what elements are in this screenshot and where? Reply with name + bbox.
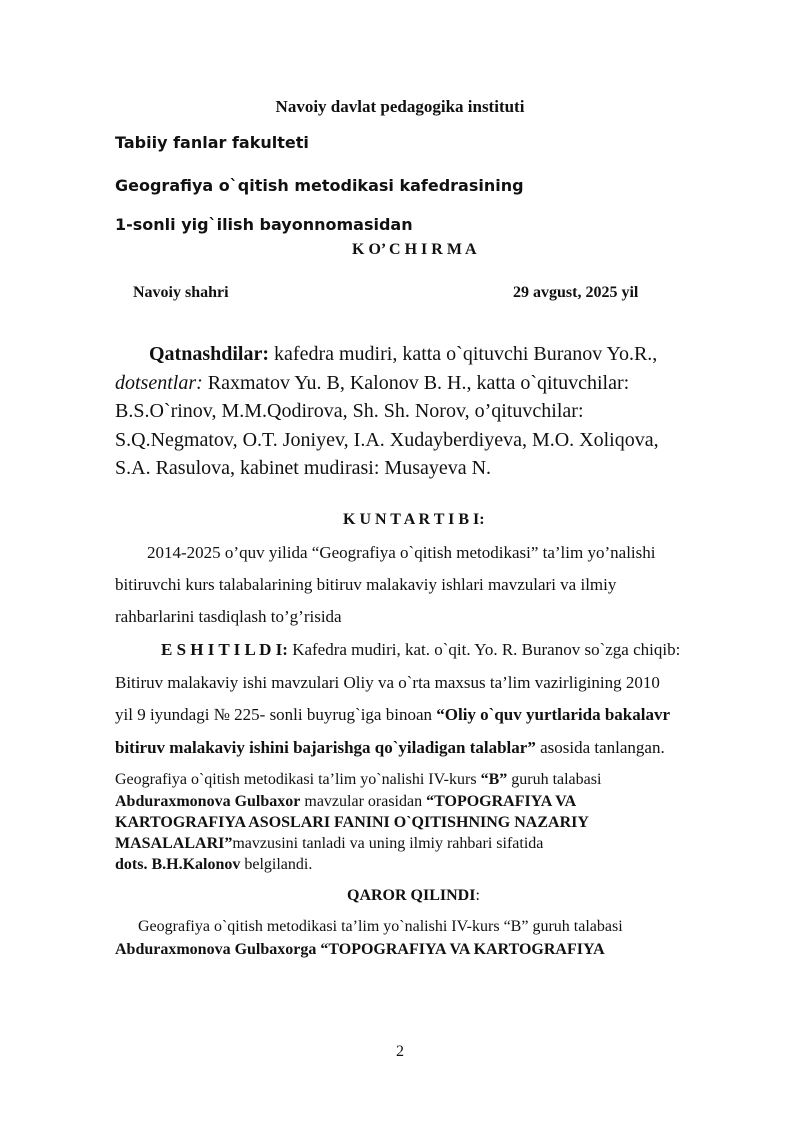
city: Navoiy shahri <box>133 284 229 301</box>
date: 29 avgust, 2025 yil <box>513 284 639 301</box>
attendees-line-2: dotsentlar: Raxmatov Yu. B, Kalonov B. H., katta o`qituvchilar: <box>115 372 630 394</box>
page-number: 2 <box>396 1043 404 1060</box>
heard-label: E S H I T I L D I: <box>161 640 288 659</box>
decision-title: QAROR QILINDI: <box>347 887 480 904</box>
heard-line-1: E S H I T I L D I: Kafedra mudiri, kat. o`qit. Yo. R. Buranov so`zga chiqib: <box>161 640 681 659</box>
student-line-2: Abduraxmonova Gulbaxor mavzular orasidan “TOPOGRAFIYA VA <box>115 793 577 810</box>
attendees-label: Qatnashdilar: <box>149 343 270 365</box>
student-line-3: KARTOGRAFIYA ASOSLARI FANINI O`QITISHNING NAZARIY <box>115 814 589 831</box>
department-name: Geografiya o`qitish metodikasi kafedrasining <box>115 176 524 195</box>
student-name: Abduraxmonova Gulbaxor <box>115 793 301 810</box>
agenda-title: K U N T A R T I B I: <box>343 511 485 528</box>
attendees-line-4: S.Q.Negmatov, O.T. Joniyev, I.A. Xudayberdiyeva, M.O. Xoliqova, <box>115 429 659 451</box>
requirements-title-part-2: bitiruv malakaviy ishini bajarishga qo`yiladigan talablar” <box>115 738 536 757</box>
agenda-line-1: 2014-2025 o’quv yilida “Geografiya o`qitish metodikasi” ta’lim yo’nalishi <box>147 543 656 562</box>
agenda-line-3: rahbarlarini tasdiqlash to’g’risida <box>115 607 342 626</box>
attendees-line-1: Qatnashdilar: kafedra mudiri, katta o`qituvchi Buranov Yo.R., <box>149 343 658 365</box>
agenda-line-2: bitiruvchi kurs talabalarining bitiruv malakaviy ishlari mavzulari va ilmiy <box>115 575 617 594</box>
decision-line-2: Abduraxmonova Gulbaxorga “TOPOGRAFIYA VA KARTOGRAFIYA <box>115 941 605 958</box>
student-line-1: Geografiya o`qitish metodikasi ta’lim yo`nalishi IV-kurs “B” guruh talabasi <box>115 771 602 788</box>
copy-title: K O’ C H I R M A <box>352 241 477 258</box>
docents-label: dotsentlar: <box>115 372 203 394</box>
institute-name: Navoiy davlat pedagogika instituti <box>275 97 525 116</box>
heard-line-3: yil 9 iyundagi № 225- sonli buyrug`iga binoan “Oliy o`quv yurtlarida bakalavr <box>115 705 671 724</box>
requirements-title-part-1: “Oliy o`quv yurtlarida bakalavr <box>436 705 671 724</box>
attendees-line-3: B.S.O`rinov, M.M.Qodirova, Sh. Sh. Norov, o’qituvchilar: <box>115 400 584 422</box>
student-line-4: MASALALARI”mavzusini tanladi va uning ilmiy rahbari sifatida <box>115 835 544 852</box>
faculty-name: Tabiiy fanlar fakulteti <box>115 133 309 152</box>
decision-line-1: Geografiya o`qitish metodikasi ta’lim yo`nalishi IV-kurs “B” guruh talabasi <box>138 918 623 935</box>
heard-line-2: Bitiruv malakaviy ishi mavzulari Oliy va o`rta maxsus ta’lim vazirligining 2010 <box>115 673 660 692</box>
student-line-5: dots. B.H.Kalonov belgilandi. <box>115 856 313 873</box>
heard-line-4: bitiruv malakaviy ishini bajarishga qo`yiladigan talablar” asosida tanlangan. <box>115 738 665 757</box>
attendees-line-5: S.A. Rasulova, kabinet mudirasi: Musayeva N. <box>115 457 492 479</box>
protocol-title: 1-sonli yig`ilish bayonnomasidan <box>115 215 413 234</box>
supervisor-name: dots. B.H.Kalonov <box>115 856 241 873</box>
